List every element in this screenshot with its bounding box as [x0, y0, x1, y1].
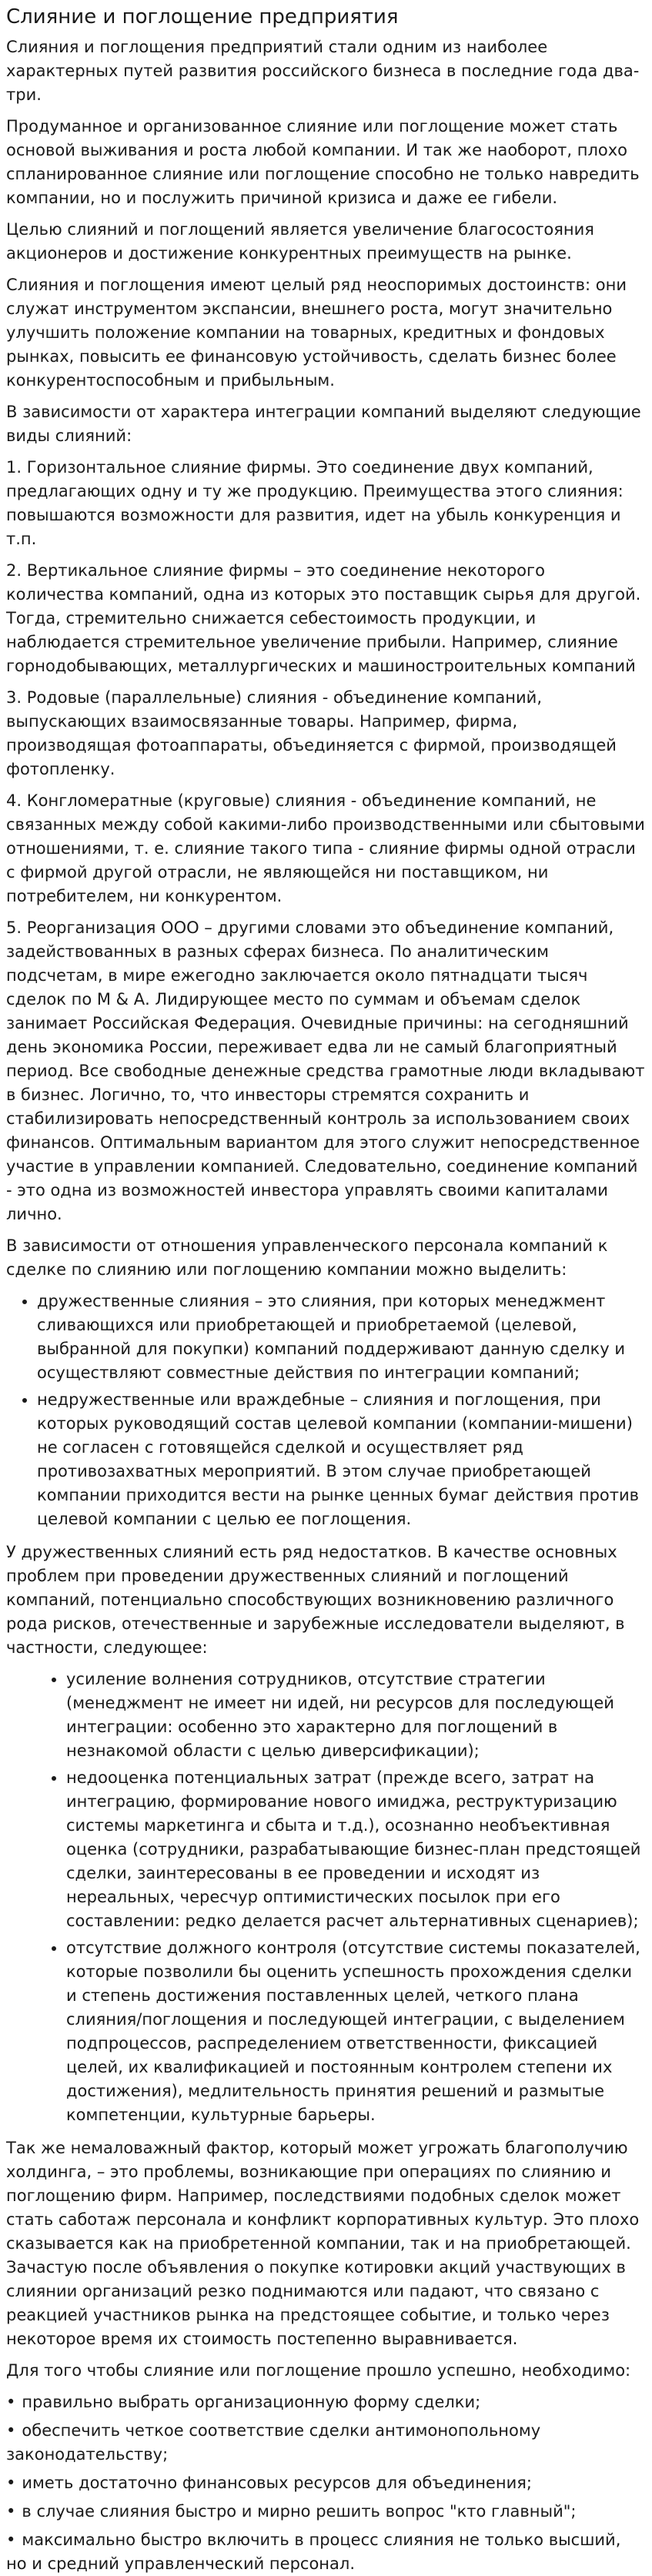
paragraph-type-vertical: 2. Вертикальное слияние фирмы – это соединение некоторого количества компаний, одна из которых это поставщик сырья для другой. Тогда, стремительно снижается себестоимость продукции, и наблюдается стремительное увеличение прибыли. Например, слияние горнодобывающих, металлургических и машиностроительных компаний	[6, 561, 641, 675]
paragraph-types-intro: В зависимости от характера интеграции компаний выделяют следующие виды слияний:	[6, 403, 641, 445]
success-item	[6, 2528, 646, 2576]
success-item	[6, 2471, 646, 2495]
bullet-icon: •	[6, 2474, 16, 2492]
paragraph-advantages: Слияния и поглощения имеют целый ряд неоспоримых достоинств: они служат инструментом экспансии, внешнего роста, могут значительно улучшить положение компании на товарных, кредитных и фондовых рынках, повысить ее финансовую устойчивость, сделать бизнес более конкурентоспособным и прибыльным.	[6, 276, 627, 390]
paragraph-type-reorganization: 5. Реорганизация ООО – другими словами это объединение компаний, задействованных в разных сферах бизнеса. По аналитическим подсчетам, в мире ежегодно заключается около пятнадцати тысяч сделок по М & А. Лидирующее место по суммам и объемам сделок занимает Российская Федерация. Очевидные причины: на сегодняшний день экономика России, переживает едва ли не самый благоприятный период. Все свободные денежные средства грамотные люди вкладывают в бизнес. Логично, то, что инвесторы стремятся сохранить и стабилизировать непосредственный контроль за использованием своих финансов. Оптимальным вариантом для этого служит непосредственное участие в управлении компанией. Следовательно, соединение компаний - это одна из возможностей инвестора управлять своими капиталами лично.	[6, 918, 645, 1223]
success-item	[6, 2419, 646, 2467]
paragraph-success: Для того чтобы слияние или поглощение прошло успешно, необходимо:	[6, 2361, 631, 2380]
success-item-text: правильно выбрать организационную форму сделки;	[22, 2393, 481, 2411]
paragraph-goal: Целью слияний и поглощений является увеличение благосостояния акционеров и достижение конкурентных преимуществ на рынке.	[6, 220, 594, 263]
bullet-icon: •	[6, 2393, 16, 2411]
list-item: • отсутствие должного контроля (отсутствие системы показателей, которые позволили бы оценить успешность прохождения сделки и степень достижения поставленных целей, четкого плана слияния/поглощения и последующей интеграции, с выделением подпроцессов, распределением ответственности, фиксацией целей, их квалификацией и постоянным контролем степени их достижения), медлительность принятия решений и размытые компетенции, культурные барьеры.	[66, 1936, 646, 2127]
list-item: • недооценка потенциальных затрат (прежде всего, затрат на интеграцию, формирование нового имиджа, реструктуризацию системы маркетинга и сбыта и т.д.), осознанно необъективная оценка (сотрудники, разрабатывающие бизнес-план предстоящей сделки, заинтересованы в ее проведении и исходят из нереальных, чересчур оптимистических посылок при его составлении: редко делается расчет альтернативных сценариев);	[66, 1766, 646, 1933]
success-item-text: в случае слияния быстро и мирно решить вопрос "кто главный";	[22, 2502, 577, 2521]
list-attitude	[6, 1290, 646, 1531]
paragraph-type-conglomerate: 4. Конгломератные (круговые) слияния - объединение компаний, не связанных между собой какими-либо производственными или сбытовыми отношениями, т. е. слияние такого типа - слияние фирмы одной отрасли с фирмой другой отрасли, не являющейся ни поставщиком, ни потребителем, ни конкурентом.	[6, 791, 645, 905]
paragraph-type-generic: 3. Родовые (параллельные) слияния - объединение компаний, выпускающих взаимосвязанные товары. Например, фирма, производящая фотоаппараты, объединяется с фирмой, производящей фотопленку.	[6, 688, 617, 778]
paragraph-factor: Так же немаловажный фактор, который может угрожать благополучию холдинга, – это проблемы, возникающие при операциях по слиянию и поглощению фирм. Например, последствиями подобных сделок может стать саботаж персонала и конфликт корпоративных культур. Это плохо сказывается как на приобретенной компании, так и на приобретающей. Зачастую после объявления о покупке котировки акций участвующих в слиянии организаций резко поднимаются или падают, что связано с реакцией участников рынка на предстоящее событие, и только через некоторое время их стоимость постепенно выравнивается.	[6, 2139, 640, 2348]
success-item-text: иметь достаточно финансовых ресурсов для объединения;	[22, 2474, 532, 2492]
success-item	[6, 2390, 646, 2414]
paragraph-problems: У дружественных слияний есть ряд недостатков. В качестве основных проблем при проведении дружественных слияний и поглощений компаний, потенциально способствующих возникновению различного рода рисков, отечественные и зарубежные исследователи выделяют, в частности, следующее:	[6, 1543, 625, 1657]
paragraph-attitude-intro: В зависимости от отношения управленческого персонала компаний к сделке по слиянию или поглощению компании можно выделить:	[6, 1236, 608, 1279]
list-item: • усиление волнения сотрудников, отсутствие стратегии (менеджмент не имеет ни идей, ни ресурсов для последующей интеграции: особенно это характерно для поглощений в незнакомой области с целью диверсификации);	[66, 1668, 646, 1763]
list-item: • дружественные слияния – это слияния, при которых менеджмент сливающихся или приобретающей и приобретаемой (целевой, выбранной для покупки) компаний поддерживают данную сделку и осуществляют совместные действия по интеграции компаний;	[37, 1290, 646, 1385]
paragraph-intro: Слияния и поглощения предприятий стали одним из наиболее характерных путей развития российского бизнеса в последние года два-три.	[6, 38, 640, 104]
bullet-icon: •	[6, 2531, 16, 2549]
list-problems	[6, 1668, 646, 2127]
bullet-icon: •	[6, 2502, 16, 2521]
paragraph-importance: Продуманное и организованное слияние или поглощение может стать основой выживания и роста любой компании. И так же наоборот, плохо спланированное слияние или поглощение способно не только навредить компании, но и послужить причиной кризиса и даже ее гибели.	[6, 117, 640, 207]
bullet-icon: •	[6, 2421, 16, 2440]
page-title: Слияние и поглощение предприятия	[6, 5, 399, 28]
success-item	[6, 2500, 646, 2524]
success-item-text: максимально быстро включить в процесс слияния не только высший, но и средний управленческий персонал.	[6, 2531, 621, 2573]
list-item: • недружественные или враждебные – слияния и поглощения, при которых руководящий состав целевой компании (компании-мишени) не согласен с готовящейся сделкой и осуществляет ряд противозахватных мероприятий. В этом случае приобретающей компании приходится вести на рынке ценных бумаг действия против целевой компании с целью ее поглощения.	[37, 1388, 646, 1531]
success-item-text: обеспечить четкое соответствие сделки антимонопольному законодательству;	[6, 2421, 541, 2464]
paragraph-type-horizontal: 1. Горизонтальное слияние фирмы. Это соединение двух компаний, предлагающих одну и ту же продукцию. Преимущества этого слияния: повышаются возможности для развития, идет на убыль конкуренция и т.п.	[6, 458, 624, 548]
